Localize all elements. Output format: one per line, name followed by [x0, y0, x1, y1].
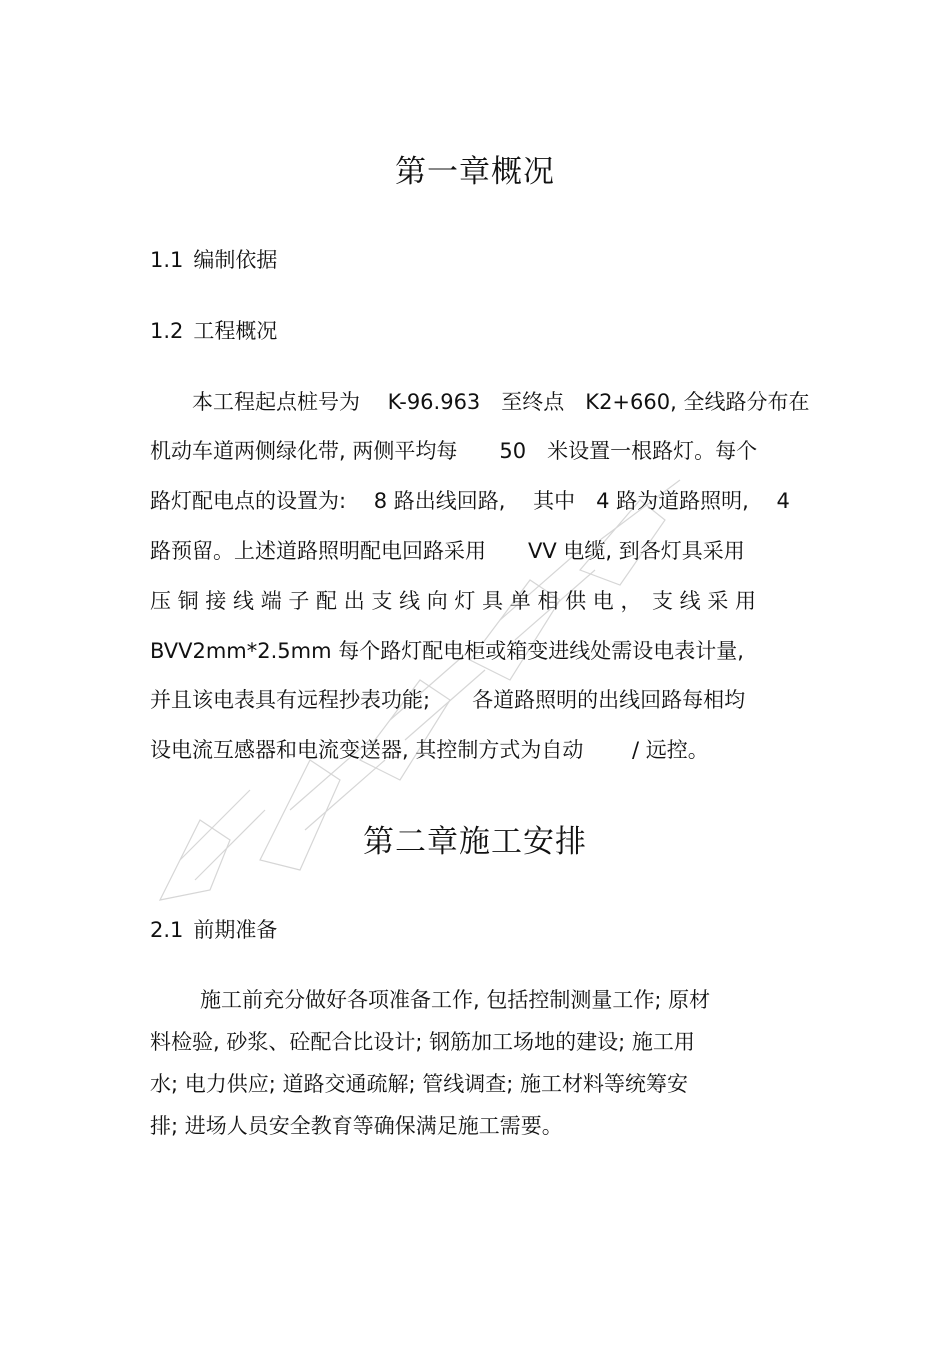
chapter-2-title: 第二章施工安排: [363, 824, 587, 860]
paragraph-line: 机动车道两侧绿化带, 两侧平均每 50 米设置一根路灯。每个: [150, 439, 758, 463]
section-1-2-heading: [150, 315, 277, 345]
section-1-1-heading: [150, 244, 277, 274]
paragraph-line: 路灯配电点的设置为: 8 路出线回路, 其中 4 路为道路照明, 4: [150, 489, 790, 513]
paragraph-line: BVV2mm*2.5mm 每个路灯配电柜或箱变进线处需设电表计量,: [150, 639, 744, 663]
paragraph-line: 料检验, 砂浆、砼配合比设计; 钢筋加工场地的建设; 施工用: [150, 1030, 695, 1054]
section-title: 工程概况: [193, 319, 278, 343]
paragraph-line: 排; 进场人员安全教育等确保满足施工需要。: [150, 1114, 563, 1138]
paragraph-line: 并且该电表具有远程抄表功能; 各道路照明的出线回路每相均: [150, 688, 746, 712]
section-title: 编制依据: [193, 248, 278, 272]
section-2-1-heading: [150, 914, 277, 944]
paragraph-line: 水; 电力供应; 道路交通疏解; 管线调查; 施工材料等统筹安: [150, 1072, 688, 1096]
paragraph-line: 施工前充分做好各项准备工作, 包括控制测量工作; 原材: [200, 988, 711, 1012]
paragraph-line: 设电流互感器和电流变送器, 其控制方式为自动 / 远控。: [150, 738, 709, 762]
section-number: 2.1: [150, 918, 184, 942]
paragraph-line: 路预留。上述道路照明配电回路采用 VV 电缆, 到各灯具采用: [150, 539, 745, 563]
paragraph-line: 压 铜 接 线 端 子 配 出 支 线 向 灯 具 单 相 供 电 ， 支 线 采 用: [150, 589, 757, 613]
section-title: 前期准备: [193, 918, 278, 942]
section-number: 1.2: [150, 319, 184, 343]
section-number: 1.1: [150, 248, 184, 272]
paragraph-line: 本工程起点桩号为 K-96.963 至终点 K2+660, 全线路分布在: [192, 390, 810, 414]
chapter-1-title: 第一章概况: [395, 154, 555, 190]
